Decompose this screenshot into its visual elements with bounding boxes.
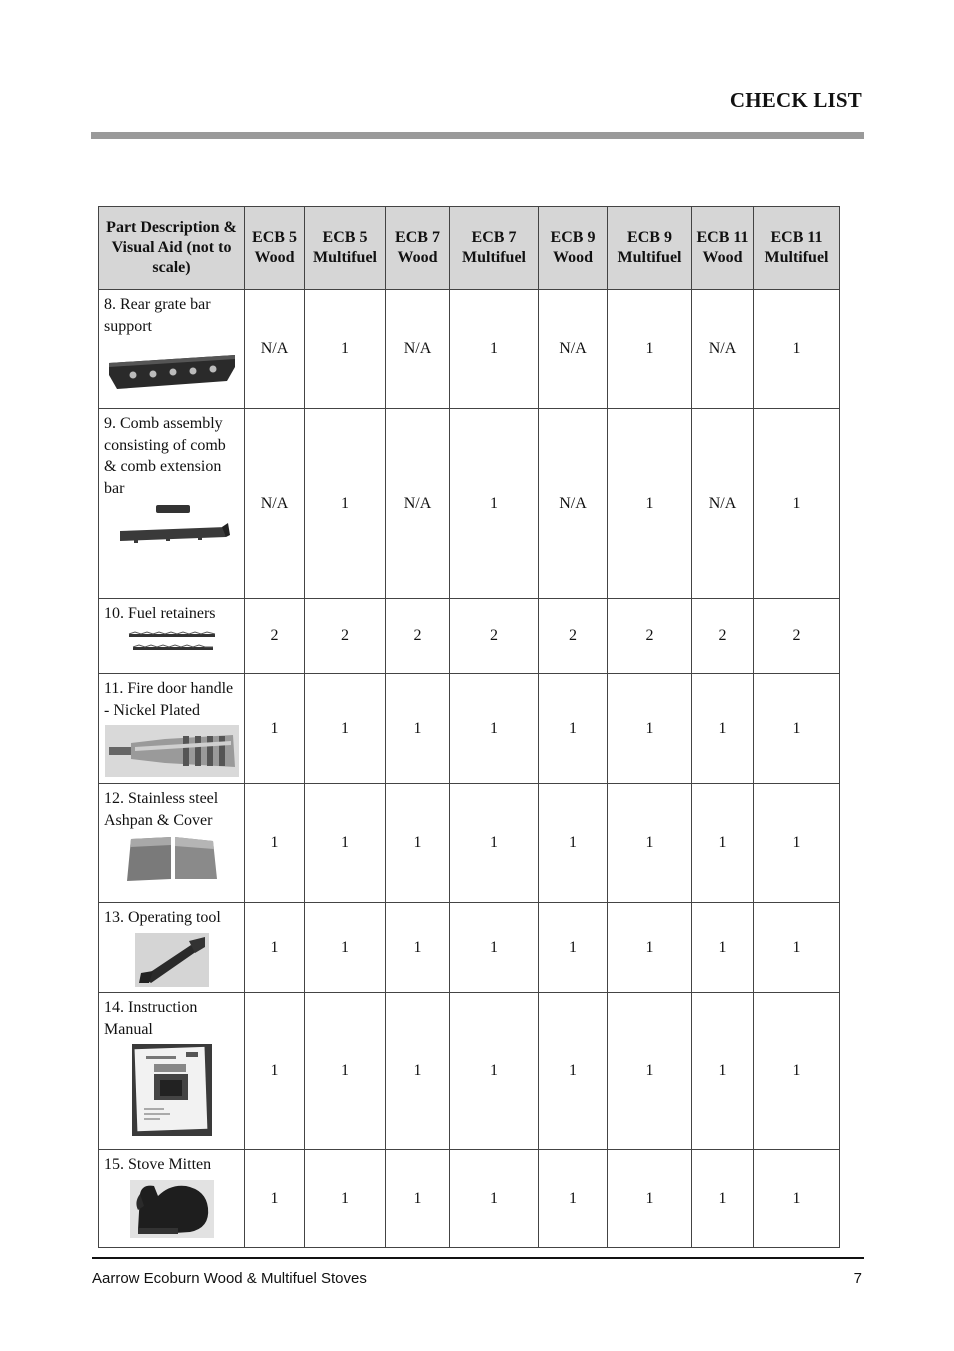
column-header-ecb5-multifuel: ECB 5 Multifuel	[305, 207, 386, 290]
part-description: 8. Rear grate bar support	[104, 296, 211, 335]
qty-ecb9-multifuel: 1	[608, 784, 692, 903]
qty-ecb9-wood: 1	[539, 903, 608, 993]
table-row	[99, 993, 840, 1150]
title-divider	[91, 132, 864, 139]
qty-ecb5-multifuel: 1	[305, 290, 386, 409]
table-row	[99, 784, 840, 903]
qty-ecb5-multifuel: 2	[305, 599, 386, 674]
comb-assembly-image	[104, 503, 239, 547]
qty-ecb11-multifuel: 2	[754, 599, 840, 674]
table-row	[99, 599, 840, 674]
qty-ecb7-multifuel: 1	[450, 674, 539, 784]
part-description-cell	[99, 674, 245, 784]
qty-ecb9-multifuel: 1	[608, 409, 692, 599]
qty-ecb7-wood: 1	[386, 784, 450, 903]
qty-ecb7-multifuel: 1	[450, 1150, 539, 1248]
qty-ecb7-wood: 1	[386, 1150, 450, 1248]
part-description-cell	[99, 784, 245, 903]
qty-ecb7-wood: 1	[386, 903, 450, 993]
table-row	[99, 409, 840, 599]
qty-ecb11-wood: 2	[692, 599, 754, 674]
instruction-manual-image	[104, 1044, 239, 1136]
qty-ecb11-multifuel: 1	[754, 784, 840, 903]
qty-ecb5-wood: 1	[245, 674, 305, 784]
qty-ecb9-multifuel: 1	[608, 993, 692, 1150]
qty-ecb11-multifuel: 1	[754, 409, 840, 599]
qty-ecb11-wood: N/A	[692, 409, 754, 599]
part-description: 14. Instruction Manual	[104, 999, 198, 1038]
qty-ecb5-wood: 1	[245, 1150, 305, 1248]
qty-ecb7-multifuel: 1	[450, 409, 539, 599]
column-header-ecb7-wood: ECB 7 Wood	[386, 207, 450, 290]
qty-ecb7-multifuel: 1	[450, 903, 539, 993]
checklist-table	[98, 206, 840, 1248]
qty-ecb9-multifuel: 2	[608, 599, 692, 674]
qty-ecb7-wood: N/A	[386, 409, 450, 599]
qty-ecb9-wood: 2	[539, 599, 608, 674]
table-header-row	[99, 207, 840, 290]
qty-ecb5-wood: N/A	[245, 409, 305, 599]
table-row	[99, 674, 840, 784]
qty-ecb7-wood: N/A	[386, 290, 450, 409]
operating-tool-image	[104, 933, 239, 987]
part-description-cell	[99, 599, 245, 674]
qty-ecb5-wood: 2	[245, 599, 305, 674]
fuel-retainers-image	[104, 629, 239, 655]
qty-ecb5-wood: N/A	[245, 290, 305, 409]
qty-ecb5-multifuel: 1	[305, 1150, 386, 1248]
table-row	[99, 290, 840, 409]
qty-ecb5-wood: 1	[245, 784, 305, 903]
qty-ecb11-wood: 1	[692, 903, 754, 993]
page-title: CHECK LIST	[729, 88, 862, 112]
column-header-ecb9-multifuel: ECB 9 Multifuel	[608, 207, 692, 290]
qty-ecb11-multifuel: 1	[754, 903, 840, 993]
column-header-description: Part Description & Visual Aid (not to scale)	[99, 207, 245, 290]
part-description: 10. Fuel retainers	[104, 605, 216, 622]
part-description-cell	[99, 903, 245, 993]
qty-ecb9-multifuel: 1	[608, 1150, 692, 1248]
qty-ecb11-wood: 1	[692, 784, 754, 903]
table-row	[99, 1150, 840, 1248]
footer-product-name: Aarrow Ecoburn Wood & Multifuel Stoves	[92, 1270, 367, 1287]
qty-ecb5-multifuel: 1	[305, 784, 386, 903]
qty-ecb5-wood: 1	[245, 903, 305, 993]
column-header-ecb11-wood: ECB 11 Wood	[692, 207, 754, 290]
part-description: 11. Fire door handle - Nickel Plated	[104, 680, 234, 719]
qty-ecb7-wood: 1	[386, 993, 450, 1150]
ashpan-cover-image	[104, 835, 239, 883]
qty-ecb7-wood: 1	[386, 674, 450, 784]
qty-ecb11-multifuel: 1	[754, 1150, 840, 1248]
qty-ecb9-wood: 1	[539, 674, 608, 784]
part-description: 12. Stainless steel Ashpan & Cover	[104, 790, 219, 829]
part-description-cell	[99, 409, 245, 599]
qty-ecb7-multifuel: 1	[450, 290, 539, 409]
qty-ecb11-wood: 1	[692, 993, 754, 1150]
qty-ecb11-wood: N/A	[692, 290, 754, 409]
column-header-ecb11-multifuel: ECB 11 Multifuel	[754, 207, 840, 290]
part-description: 15. Stove Mitten	[104, 1156, 212, 1173]
qty-ecb7-multifuel: 1	[450, 784, 539, 903]
qty-ecb7-multifuel: 2	[450, 599, 539, 674]
qty-ecb11-wood: 1	[692, 674, 754, 784]
page-number: 7	[853, 1270, 862, 1287]
qty-ecb7-multifuel: 1	[450, 993, 539, 1150]
fire-door-handle-image	[104, 725, 239, 777]
qty-ecb11-wood: 1	[692, 1150, 754, 1248]
qty-ecb11-multifuel: 1	[754, 993, 840, 1150]
qty-ecb11-multifuel: 1	[754, 674, 840, 784]
qty-ecb5-multifuel: 1	[305, 993, 386, 1150]
qty-ecb5-wood: 1	[245, 993, 305, 1150]
part-description: 13. Operating tool	[104, 909, 221, 926]
qty-ecb9-wood: 1	[539, 784, 608, 903]
column-header-ecb5-wood: ECB 5 Wood	[245, 207, 305, 290]
column-header-ecb7-multifuel: ECB 7 Multifuel	[450, 207, 539, 290]
qty-ecb9-wood: N/A	[539, 290, 608, 409]
qty-ecb5-multifuel: 1	[305, 903, 386, 993]
qty-ecb9-multifuel: 1	[608, 290, 692, 409]
part-description: 9. Comb assembly consisting of comb & comb extension bar	[104, 415, 226, 497]
table-row	[99, 903, 840, 993]
qty-ecb11-multifuel: 1	[754, 290, 840, 409]
qty-ecb9-multifuel: 1	[608, 903, 692, 993]
qty-ecb9-wood: 1	[539, 1150, 608, 1248]
qty-ecb5-multifuel: 1	[305, 409, 386, 599]
column-header-ecb9-wood: ECB 9 Wood	[539, 207, 608, 290]
stove-mitten-image	[104, 1180, 239, 1238]
footer-divider	[92, 1257, 864, 1259]
qty-ecb9-wood: N/A	[539, 409, 608, 599]
qty-ecb9-wood: 1	[539, 993, 608, 1150]
part-description-cell	[99, 1150, 245, 1248]
qty-ecb7-wood: 2	[386, 599, 450, 674]
rear-grate-bar-support-image	[104, 341, 239, 393]
part-description-cell	[99, 290, 245, 409]
qty-ecb5-multifuel: 1	[305, 674, 386, 784]
qty-ecb9-multifuel: 1	[608, 674, 692, 784]
part-description-cell	[99, 993, 245, 1150]
